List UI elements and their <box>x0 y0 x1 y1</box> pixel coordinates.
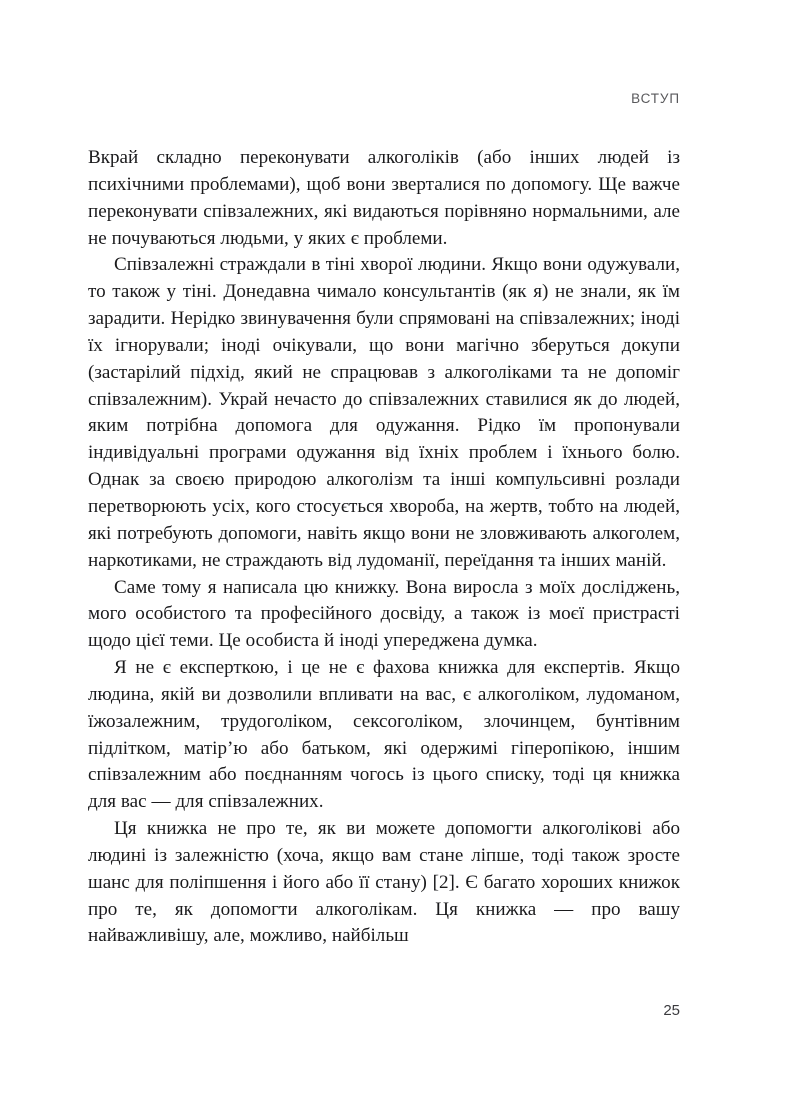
running-header: ВСТУП <box>631 91 680 106</box>
paragraph: Саме тому я написала цю книжку. Вона виросла з моїх досліджень, мого особистого та професійного досвіду, а також із моєї пристрасті щодо цієї теми. Це особиста й іноді упереджена думка. <box>88 576 680 652</box>
paragraph: Я не є експерткою, і це не є фахова книжка для експертів. Якщо людина, якій ви дозволили впливати на вас, є алкоголіком, лудоманом, їжозалежним, трудоголіком, сексоголіком, злочинцем, бунтівним підлітком, матір’ю або батьком, які одержимі гіперопікою, іншим співзалежним або поєднанням чогось із цього списку, тоді ця книжка для вас — для співзалежних. <box>88 657 680 813</box>
paragraph: Ця книжка не про те, як ви можете допомогти алкоголікові або людині із залежністю (хоча, якщо вам стане ліпше, тоді також зросте шанс для поліпшення і його або її стану) [2]. Є багато хороших книжок про те, як допомогти алкоголікам. Ця книжка — про вашу найважливішу, але, можливо, найбільш <box>88 818 680 947</box>
body-text-block <box>88 145 680 950</box>
paragraph: Співзалежні страждали в тіні хворої людини. Якщо вони одужували, то також у тіні. Донедавна чимало консультантів (як я) не знали, як їм зарадити. Нерідко звинувачення були спрямовані на співзалежних; іноді їх ігнорували; іноді очікували, що вони магічно зберуться докупи (застарілий підхід, який не спрацював з алкоголіками та не допоміг співзалежним). Украй нечасто до співзалежних ставилися як до людей, яким потрібна допомога для одужання. Рідко їм пропонували індивідуальні програми одужання від їхніх проблем і їхнього болю. Однак за своєю природою алкоголізм та інші компульсивні розлади перетворюють усіх, кого стосується хвороба, на жертв, тобто на людей, які потребують допомоги, навіть якщо вони не зловживають алкоголем, наркотиками, не страждають від лудоманії, переїдання та інших маній. <box>88 254 680 571</box>
paragraph: Вкрай складно переконувати алкоголіків (або інших людей із психічними проблемами), щоб вони зверталися по допомогу. Ще важче переконувати співзалежних, які видаються порівняно нормальними, але не почуваються людьми, у яких є проблеми. <box>88 147 680 249</box>
page-number: 25 <box>663 1002 680 1019</box>
